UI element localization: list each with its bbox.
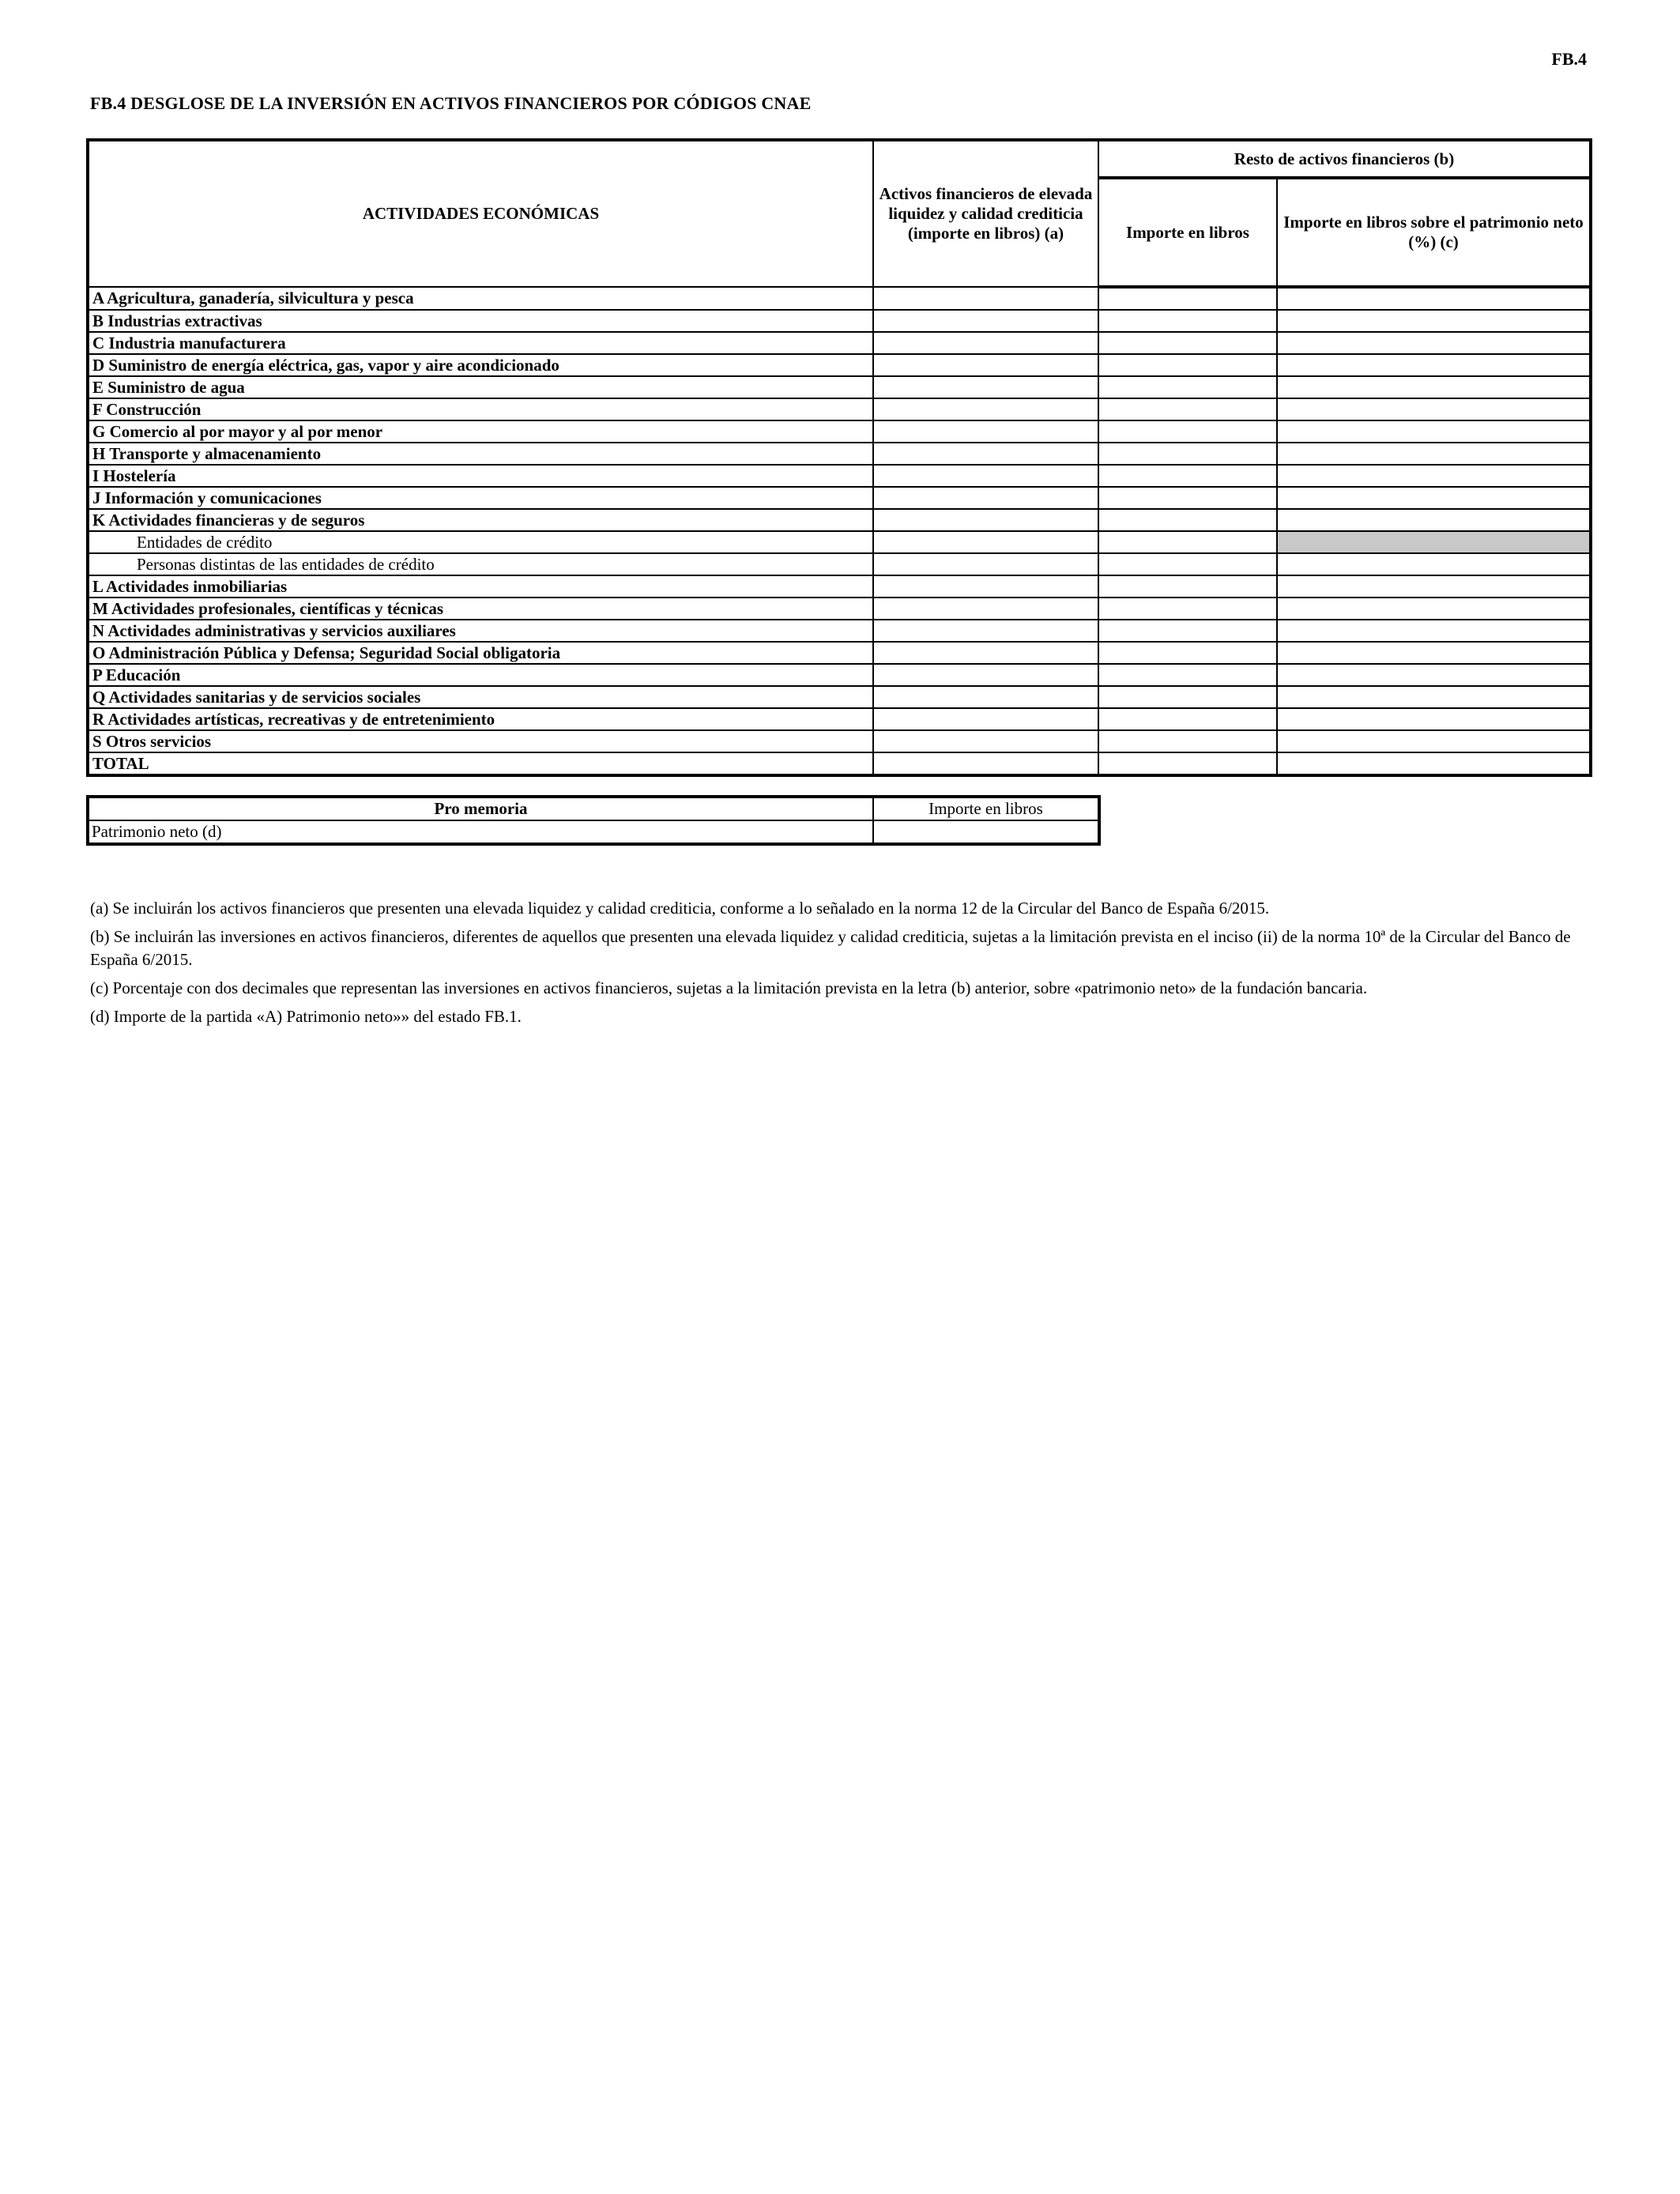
value-cell-importe-patrimonio[interactable] bbox=[1277, 487, 1591, 509]
value-cell-importe-libros[interactable] bbox=[1098, 598, 1277, 620]
table-row bbox=[88, 664, 1591, 686]
value-cell-activos-liquidez[interactable] bbox=[873, 420, 1098, 443]
value-cell-importe-libros[interactable] bbox=[1098, 708, 1277, 730]
table-row bbox=[88, 398, 1591, 420]
row-label: I Hostelería bbox=[88, 465, 873, 487]
table-row bbox=[88, 310, 1591, 332]
value-cell-importe-patrimonio[interactable] bbox=[1277, 332, 1591, 354]
row-label: R Actividades artísticas, recreativas y de entretenimiento bbox=[88, 708, 873, 730]
header-resto-activos: Resto de activos financieros (b) bbox=[1098, 140, 1591, 178]
value-cell-importe-libros[interactable] bbox=[1098, 509, 1277, 531]
value-cell-importe-libros[interactable] bbox=[1098, 575, 1277, 598]
table-body bbox=[88, 287, 1591, 775]
value-cell-activos-liquidez[interactable] bbox=[873, 487, 1098, 509]
table-row bbox=[88, 598, 1591, 620]
value-cell-importe-patrimonio[interactable] bbox=[1277, 287, 1591, 310]
header-importe-patrimonio: Importe en libros sobre el patrimonio neto (%) (c) bbox=[1277, 178, 1591, 287]
value-cell-importe-libros[interactable] bbox=[1098, 398, 1277, 420]
row-label: Personas distintas de las entidades de crédito bbox=[88, 553, 873, 575]
row-label: C Industria manufacturera bbox=[88, 332, 873, 354]
value-cell-importe-libros[interactable] bbox=[1098, 310, 1277, 332]
row-label: TOTAL bbox=[88, 752, 873, 775]
value-cell-importe-patrimonio[interactable] bbox=[1277, 575, 1591, 598]
value-cell-importe-patrimonio[interactable] bbox=[1277, 752, 1591, 775]
value-cell-activos-liquidez[interactable] bbox=[873, 310, 1098, 332]
value-cell-activos-liquidez[interactable] bbox=[873, 465, 1098, 487]
value-cell-importe-patrimonio[interactable] bbox=[1277, 730, 1591, 752]
table-row bbox=[88, 354, 1591, 376]
footnote-b: (b) Se incluirán las inversiones en activos financieros, diferentes de aquellos que presenten una elevada liquidez y calidad crediticia, sujetas a la limitación prevista en el inciso (ii) de la norma 10ª de la Circular del Banco de España 6/2015. bbox=[90, 927, 1571, 969]
value-cell-importe-patrimonio[interactable] bbox=[1277, 620, 1591, 642]
value-cell-activos-liquidez[interactable] bbox=[873, 398, 1098, 420]
row-label: J Información y comunicaciones bbox=[88, 487, 873, 509]
page-code: FB.4 bbox=[1551, 49, 1587, 69]
value-cell-activos-liquidez[interactable] bbox=[873, 620, 1098, 642]
value-cell-activos-liquidez[interactable] bbox=[873, 509, 1098, 531]
value-cell-activos-liquidez[interactable] bbox=[873, 708, 1098, 730]
value-cell-activos-liquidez[interactable] bbox=[873, 354, 1098, 376]
footnote-a: (a) Se incluirán los activos financieros que presenten una elevada liquidez y calidad crediticia, conforme a lo señalado en la norma 12 de la Circular del Banco de España 6/2015. bbox=[90, 899, 1270, 918]
value-cell-activos-liquidez[interactable] bbox=[873, 376, 1098, 398]
value-cell-importe-patrimonio[interactable] bbox=[1277, 708, 1591, 730]
memo-row-label: Patrimonio neto (d) bbox=[88, 820, 873, 844]
table-row bbox=[88, 509, 1591, 531]
value-cell-importe-patrimonio[interactable] bbox=[1277, 686, 1591, 708]
value-cell-importe-libros[interactable] bbox=[1098, 664, 1277, 686]
value-cell-importe-libros[interactable] bbox=[1098, 420, 1277, 443]
row-label: P Educación bbox=[88, 664, 873, 686]
value-cell-importe-patrimonio[interactable] bbox=[1277, 465, 1591, 487]
value-cell-importe-libros[interactable] bbox=[1098, 531, 1277, 553]
value-cell-activos-liquidez[interactable] bbox=[873, 332, 1098, 354]
memo-value-cell[interactable] bbox=[873, 820, 1099, 844]
table-row bbox=[88, 465, 1591, 487]
memo-header-label: Pro memoria bbox=[88, 797, 873, 820]
value-cell-activos-liquidez[interactable] bbox=[873, 598, 1098, 620]
row-label: N Actividades administrativas y servicios auxiliares bbox=[88, 620, 873, 642]
row-label: H Transporte y almacenamiento bbox=[88, 443, 873, 465]
table-row bbox=[88, 575, 1591, 598]
table-row bbox=[88, 487, 1591, 509]
value-cell-importe-patrimonio[interactable] bbox=[1277, 553, 1591, 575]
value-cell-importe-libros[interactable] bbox=[1098, 620, 1277, 642]
value-cell-activos-liquidez[interactable] bbox=[873, 443, 1098, 465]
table-row bbox=[88, 531, 1591, 553]
value-cell-activos-liquidez[interactable] bbox=[873, 664, 1098, 686]
table-row bbox=[88, 708, 1591, 730]
table-row bbox=[88, 553, 1591, 575]
value-cell-importe-libros[interactable] bbox=[1098, 730, 1277, 752]
value-cell-importe-patrimonio[interactable] bbox=[1277, 310, 1591, 332]
row-label: Entidades de crédito bbox=[88, 531, 873, 553]
header-importe-libros: Importe en libros bbox=[1098, 178, 1277, 287]
row-label: M Actividades profesionales, científicas y técnicas bbox=[88, 598, 873, 620]
table-row bbox=[88, 730, 1591, 752]
value-cell-activos-liquidez[interactable] bbox=[873, 531, 1098, 553]
value-cell-importe-libros[interactable] bbox=[1098, 287, 1277, 310]
header-activos-liquidez: Activos financieros de elevada liquidez y calidad crediticia (importe en libros) (a) bbox=[873, 140, 1098, 287]
table-row bbox=[88, 686, 1591, 708]
table-row bbox=[88, 287, 1591, 310]
row-label: G Comercio al por mayor y al por menor bbox=[88, 420, 873, 443]
value-cell-importe-patrimonio[interactable] bbox=[1277, 642, 1591, 664]
row-label: F Construcción bbox=[88, 398, 873, 420]
header-actividades-economicas: ACTIVIDADES ECONÓMICAS bbox=[88, 140, 873, 287]
footnotes bbox=[90, 897, 1588, 1034]
row-label: E Suministro de agua bbox=[88, 376, 873, 398]
value-cell-importe-libros[interactable] bbox=[1098, 443, 1277, 465]
value-cell-activos-liquidez[interactable] bbox=[873, 686, 1098, 708]
value-cell-importe-patrimonio[interactable] bbox=[1277, 376, 1591, 398]
table-row bbox=[88, 420, 1591, 443]
table-row bbox=[88, 332, 1591, 354]
value-cell-importe-patrimonio[interactable] bbox=[1277, 509, 1591, 531]
value-cell-activos-liquidez[interactable] bbox=[873, 752, 1098, 775]
value-cell-activos-liquidez[interactable] bbox=[873, 575, 1098, 598]
table-row bbox=[88, 620, 1591, 642]
row-label: L Actividades inmobiliarias bbox=[88, 575, 873, 598]
footnote-d: (d) Importe de la partida «A) Patrimonio neto»» del estado FB.1. bbox=[90, 1007, 522, 1026]
value-cell-importe-libros[interactable] bbox=[1098, 376, 1277, 398]
footnote-c: (c) Porcentaje con dos decimales que representan las inversiones en activos financieros, sujetas a la limitación prevista en la letra (b) anterior, sobre «patrimonio neto» de la fundación bancaria. bbox=[90, 978, 1368, 997]
value-cell-importe-libros[interactable] bbox=[1098, 487, 1277, 509]
value-cell-activos-liquidez[interactable] bbox=[873, 642, 1098, 664]
value-cell-importe-patrimonio[interactable] bbox=[1277, 354, 1591, 376]
row-label: S Otros servicios bbox=[88, 730, 873, 752]
memo-header-value: Importe en libros bbox=[873, 797, 1099, 820]
value-cell-importe-libros[interactable] bbox=[1098, 465, 1277, 487]
value-cell-importe-patrimonio[interactable] bbox=[1277, 398, 1591, 420]
value-cell-importe-libros[interactable] bbox=[1098, 553, 1277, 575]
document-title: FB.4 DESGLOSE DE LA INVERSIÓN EN ACTIVOS FINANCIEROS POR CÓDIGOS CNAE bbox=[90, 93, 812, 113]
row-label: Q Actividades sanitarias y de servicios sociales bbox=[88, 686, 873, 708]
row-label: K Actividades financieras y de seguros bbox=[88, 509, 873, 531]
row-label: A Agricultura, ganadería, silvicultura y pesca bbox=[88, 287, 873, 310]
value-cell-importe-libros[interactable] bbox=[1098, 642, 1277, 664]
table-row bbox=[88, 443, 1591, 465]
value-cell-importe-patrimonio bbox=[1277, 531, 1591, 553]
investment-breakdown-table bbox=[86, 138, 1592, 777]
table-row bbox=[88, 752, 1591, 775]
row-label: O Administración Pública y Defensa; Seguridad Social obligatoria bbox=[88, 642, 873, 664]
row-label: D Suministro de energía eléctrica, gas, vapor y aire acondicionado bbox=[88, 354, 873, 376]
value-cell-importe-libros[interactable] bbox=[1098, 354, 1277, 376]
value-cell-importe-libros[interactable] bbox=[1098, 686, 1277, 708]
value-cell-importe-libros[interactable] bbox=[1098, 332, 1277, 354]
table-row bbox=[88, 642, 1591, 664]
table-row bbox=[88, 376, 1591, 398]
value-cell-importe-patrimonio[interactable] bbox=[1277, 443, 1591, 465]
row-label: B Industrias extractivas bbox=[88, 310, 873, 332]
value-cell-importe-patrimonio[interactable] bbox=[1277, 420, 1591, 443]
pro-memoria-table bbox=[86, 795, 1101, 846]
value-cell-activos-liquidez[interactable] bbox=[873, 730, 1098, 752]
value-cell-importe-patrimonio[interactable] bbox=[1277, 664, 1591, 686]
value-cell-importe-patrimonio[interactable] bbox=[1277, 598, 1591, 620]
value-cell-activos-liquidez[interactable] bbox=[873, 287, 1098, 310]
value-cell-importe-libros[interactable] bbox=[1098, 752, 1277, 775]
value-cell-activos-liquidez[interactable] bbox=[873, 553, 1098, 575]
